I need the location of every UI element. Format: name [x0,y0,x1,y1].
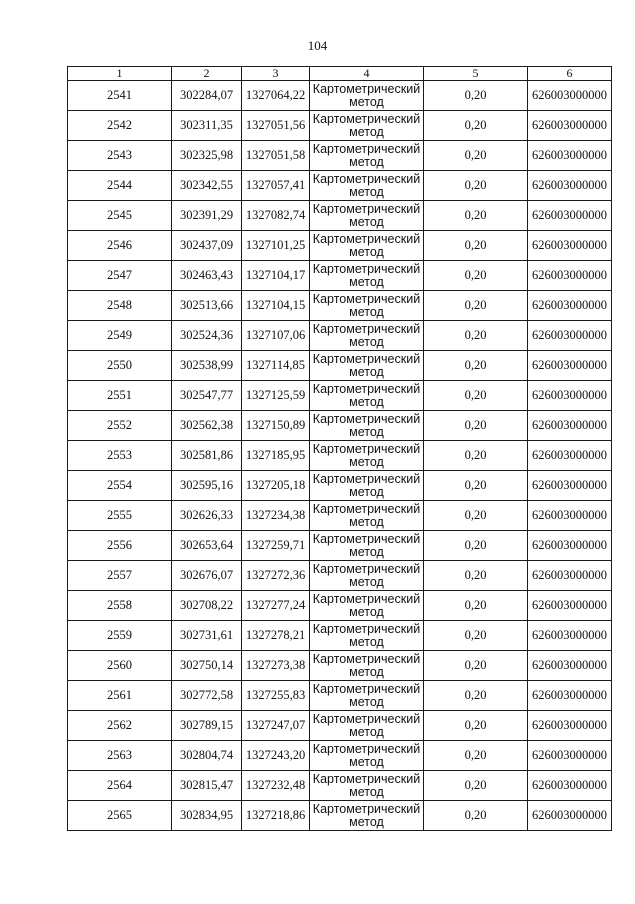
x-coordinate-cell: 302731,61 [172,621,242,651]
point-number-cell: 2542 [68,111,172,141]
y-coordinate-cell: 1327114,85 [242,351,310,381]
method-line-1: Картометрический [312,741,421,756]
column-header: 2 [172,67,242,81]
y-coordinate-cell: 1327051,58 [242,141,310,171]
point-number-cell: 2554 [68,471,172,501]
code-cell: 626003000000 [528,591,612,621]
method-line-2: метод [349,154,384,169]
table-row [68,261,612,291]
code-cell: 626003000000 [528,801,612,831]
code-cell: 626003000000 [528,411,612,441]
method-line-1: Картометрический [312,681,421,696]
y-coordinate-cell: 1327218,86 [242,801,310,831]
method-line-2: метод [349,94,384,109]
y-coordinate-cell: 1327107,06 [242,321,310,351]
accuracy-cell: 0,20 [424,411,528,441]
method-cell [310,261,424,291]
method-line-2: метод [349,484,384,499]
point-number-cell: 2557 [68,561,172,591]
point-number-cell: 2559 [68,621,172,651]
y-coordinate-cell: 1327277,24 [242,591,310,621]
y-coordinate-cell: 1327232,48 [242,771,310,801]
accuracy-cell: 0,20 [424,441,528,471]
accuracy-cell: 0,20 [424,651,528,681]
x-coordinate-cell: 302815,47 [172,771,242,801]
y-coordinate-cell: 1327101,25 [242,231,310,261]
method-line-1: Картометрический [312,321,421,336]
accuracy-cell: 0,20 [424,681,528,711]
code-cell: 626003000000 [528,351,612,381]
method-cell [310,561,424,591]
method-cell [310,171,424,201]
method-line-2: метод [349,364,384,379]
point-number-cell: 2564 [68,771,172,801]
method-line-2: метод [349,334,384,349]
code-cell: 626003000000 [528,201,612,231]
method-line-1: Картометрический [312,501,421,516]
table-row [68,471,612,501]
accuracy-cell: 0,20 [424,351,528,381]
method-line-2: метод [349,514,384,529]
method-line-2: метод [349,424,384,439]
table-body [68,81,612,831]
x-coordinate-cell: 302595,16 [172,471,242,501]
column-header: 5 [424,67,528,81]
accuracy-cell: 0,20 [424,231,528,261]
point-number-cell: 2562 [68,711,172,741]
code-cell: 626003000000 [528,291,612,321]
method-line-2: метод [349,604,384,619]
y-coordinate-cell: 1327064,22 [242,81,310,111]
point-number-cell: 2563 [68,741,172,771]
table-row [68,411,612,441]
code-cell: 626003000000 [528,141,612,171]
method-cell [310,651,424,681]
method-line-2: метод [349,694,384,709]
table-row [68,561,612,591]
method-cell [310,351,424,381]
method-line-1: Картометрический [312,441,421,456]
y-coordinate-cell: 1327057,41 [242,171,310,201]
point-number-cell: 2560 [68,651,172,681]
y-coordinate-cell: 1327278,21 [242,621,310,651]
table-row [68,501,612,531]
table-row [68,171,612,201]
table-row [68,741,612,771]
x-coordinate-cell: 302789,15 [172,711,242,741]
table-row [68,681,612,711]
method-line-1: Картометрический [312,651,421,666]
x-coordinate-cell: 302513,66 [172,291,242,321]
table-row [68,591,612,621]
method-line-1: Картометрический [312,351,421,366]
method-line-2: метод [349,724,384,739]
method-line-2: метод [349,214,384,229]
method-cell [310,81,424,111]
x-coordinate-cell: 302325,98 [172,141,242,171]
table-row [68,441,612,471]
accuracy-cell: 0,20 [424,531,528,561]
point-number-cell: 2555 [68,501,172,531]
y-coordinate-cell: 1327273,38 [242,651,310,681]
x-coordinate-cell: 302626,33 [172,501,242,531]
method-line-1: Картометрический [312,591,421,606]
accuracy-cell: 0,20 [424,561,528,591]
method-line-1: Картометрический [312,471,421,486]
code-cell: 626003000000 [528,171,612,201]
page-number: 104 [307,38,328,53]
method-line-1: Картометрический [312,261,421,276]
method-cell [310,711,424,741]
point-number-cell: 2546 [68,231,172,261]
table-row [68,771,612,801]
code-cell: 626003000000 [528,441,612,471]
y-coordinate-cell: 1327272,36 [242,561,310,591]
method-cell [310,471,424,501]
table-row [68,141,612,171]
x-coordinate-cell: 302547,77 [172,381,242,411]
method-line-1: Картометрический [312,291,421,306]
column-header: 3 [242,67,310,81]
accuracy-cell: 0,20 [424,111,528,141]
method-cell [310,591,424,621]
method-cell [310,741,424,771]
method-cell [310,141,424,171]
y-coordinate-cell: 1327082,74 [242,201,310,231]
method-line-1: Картометрический [312,801,421,816]
y-coordinate-cell: 1327150,89 [242,411,310,441]
method-line-2: метод [349,244,384,259]
method-cell [310,111,424,141]
method-line-1: Картометрический [312,561,421,576]
y-coordinate-cell: 1327051,56 [242,111,310,141]
y-coordinate-cell: 1327104,17 [242,261,310,291]
code-cell: 626003000000 [528,621,612,651]
code-cell: 626003000000 [528,111,612,141]
method-cell [310,291,424,321]
method-line-1: Картометрический [312,201,421,216]
method-line-2: метод [349,574,384,589]
coordinates-table [67,66,612,831]
point-number-cell: 2547 [68,261,172,291]
y-coordinate-cell: 1327243,20 [242,741,310,771]
method-line-2: метод [349,544,384,559]
code-cell: 626003000000 [528,261,612,291]
x-coordinate-cell: 302834,95 [172,801,242,831]
x-coordinate-cell: 302676,07 [172,561,242,591]
method-line-2: метод [349,754,384,769]
x-coordinate-cell: 302581,86 [172,441,242,471]
method-line-2: метод [349,394,384,409]
x-coordinate-cell: 302708,22 [172,591,242,621]
table-row [68,111,612,141]
x-coordinate-cell: 302311,35 [172,111,242,141]
table-row [68,231,612,261]
method-line-1: Картометрический [312,531,421,546]
point-number-cell: 2552 [68,411,172,441]
column-header: 6 [528,67,612,81]
accuracy-cell: 0,20 [424,471,528,501]
point-number-cell: 2551 [68,381,172,411]
accuracy-cell: 0,20 [424,381,528,411]
method-cell [310,231,424,261]
column-header: 1 [68,67,172,81]
method-line-1: Картометрический [312,81,421,96]
column-header: 4 [310,67,424,81]
method-line-1: Картометрический [312,411,421,426]
x-coordinate-cell: 302284,07 [172,81,242,111]
accuracy-cell: 0,20 [424,621,528,651]
accuracy-cell: 0,20 [424,81,528,111]
x-coordinate-cell: 302463,43 [172,261,242,291]
method-cell [310,531,424,561]
method-cell [310,411,424,441]
method-line-2: метод [349,664,384,679]
point-number-cell: 2544 [68,171,172,201]
method-cell [310,801,424,831]
accuracy-cell: 0,20 [424,291,528,321]
method-cell [310,681,424,711]
accuracy-cell: 0,20 [424,771,528,801]
y-coordinate-cell: 1327234,38 [242,501,310,531]
method-line-1: Картометрический [312,381,421,396]
x-coordinate-cell: 302391,29 [172,201,242,231]
accuracy-cell: 0,20 [424,321,528,351]
point-number-cell: 2548 [68,291,172,321]
code-cell: 626003000000 [528,231,612,261]
header-row [68,67,612,81]
point-number-cell: 2550 [68,351,172,381]
method-line-2: метод [349,184,384,199]
accuracy-cell: 0,20 [424,141,528,171]
table-row [68,381,612,411]
code-cell: 626003000000 [528,81,612,111]
x-coordinate-cell: 302342,55 [172,171,242,201]
method-line-2: метод [349,634,384,649]
method-line-2: метод [349,274,384,289]
accuracy-cell: 0,20 [424,171,528,201]
method-line-2: метод [349,784,384,799]
method-line-2: метод [349,454,384,469]
code-cell: 626003000000 [528,321,612,351]
method-line-1: Картометрический [312,171,421,186]
point-number-cell: 2561 [68,681,172,711]
point-number-cell: 2549 [68,321,172,351]
x-coordinate-cell: 302653,64 [172,531,242,561]
accuracy-cell: 0,20 [424,591,528,621]
x-coordinate-cell: 302524,36 [172,321,242,351]
accuracy-cell: 0,20 [424,711,528,741]
table-row [68,81,612,111]
method-cell [310,441,424,471]
table-row [68,801,612,831]
accuracy-cell: 0,20 [424,501,528,531]
point-number-cell: 2558 [68,591,172,621]
y-coordinate-cell: 1327255,83 [242,681,310,711]
method-cell [310,201,424,231]
accuracy-cell: 0,20 [424,741,528,771]
table-row [68,291,612,321]
method-line-2: метод [349,304,384,319]
y-coordinate-cell: 1327259,71 [242,531,310,561]
y-coordinate-cell: 1327205,18 [242,471,310,501]
method-line-1: Картометрический [312,711,421,726]
code-cell: 626003000000 [528,501,612,531]
method-cell [310,501,424,531]
code-cell: 626003000000 [528,531,612,561]
y-coordinate-cell: 1327185,95 [242,441,310,471]
point-number-cell: 2553 [68,441,172,471]
x-coordinate-cell: 302562,38 [172,411,242,441]
method-line-2: метод [349,814,384,829]
code-cell: 626003000000 [528,711,612,741]
point-number-cell: 2565 [68,801,172,831]
method-cell [310,321,424,351]
method-cell [310,771,424,801]
x-coordinate-cell: 302804,74 [172,741,242,771]
method-line-1: Картометрический [312,141,421,156]
accuracy-cell: 0,20 [424,801,528,831]
x-coordinate-cell: 302538,99 [172,351,242,381]
x-coordinate-cell: 302437,09 [172,231,242,261]
code-cell: 626003000000 [528,471,612,501]
x-coordinate-cell: 302750,14 [172,651,242,681]
accuracy-cell: 0,20 [424,261,528,291]
code-cell: 626003000000 [528,651,612,681]
point-number-cell: 2543 [68,141,172,171]
point-number-cell: 2556 [68,531,172,561]
code-cell: 626003000000 [528,681,612,711]
method-line-1: Картометрический [312,231,421,246]
table-row [68,321,612,351]
x-coordinate-cell: 302772,58 [172,681,242,711]
y-coordinate-cell: 1327125,59 [242,381,310,411]
accuracy-cell: 0,20 [424,201,528,231]
table-row [68,711,612,741]
y-coordinate-cell: 1327104,15 [242,291,310,321]
method-cell [310,381,424,411]
method-line-1: Картометрический [312,111,421,126]
code-cell: 626003000000 [528,741,612,771]
method-cell [310,621,424,651]
point-number-cell: 2541 [68,81,172,111]
table-row [68,351,612,381]
code-cell: 626003000000 [528,381,612,411]
y-coordinate-cell: 1327247,07 [242,711,310,741]
table-row [68,201,612,231]
table-row [68,621,612,651]
code-cell: 626003000000 [528,771,612,801]
method-line-1: Картометрический [312,771,421,786]
table-row [68,651,612,681]
point-number-cell: 2545 [68,201,172,231]
method-line-1: Картометрический [312,621,421,636]
code-cell: 626003000000 [528,561,612,591]
table-row [68,531,612,561]
method-line-2: метод [349,124,384,139]
